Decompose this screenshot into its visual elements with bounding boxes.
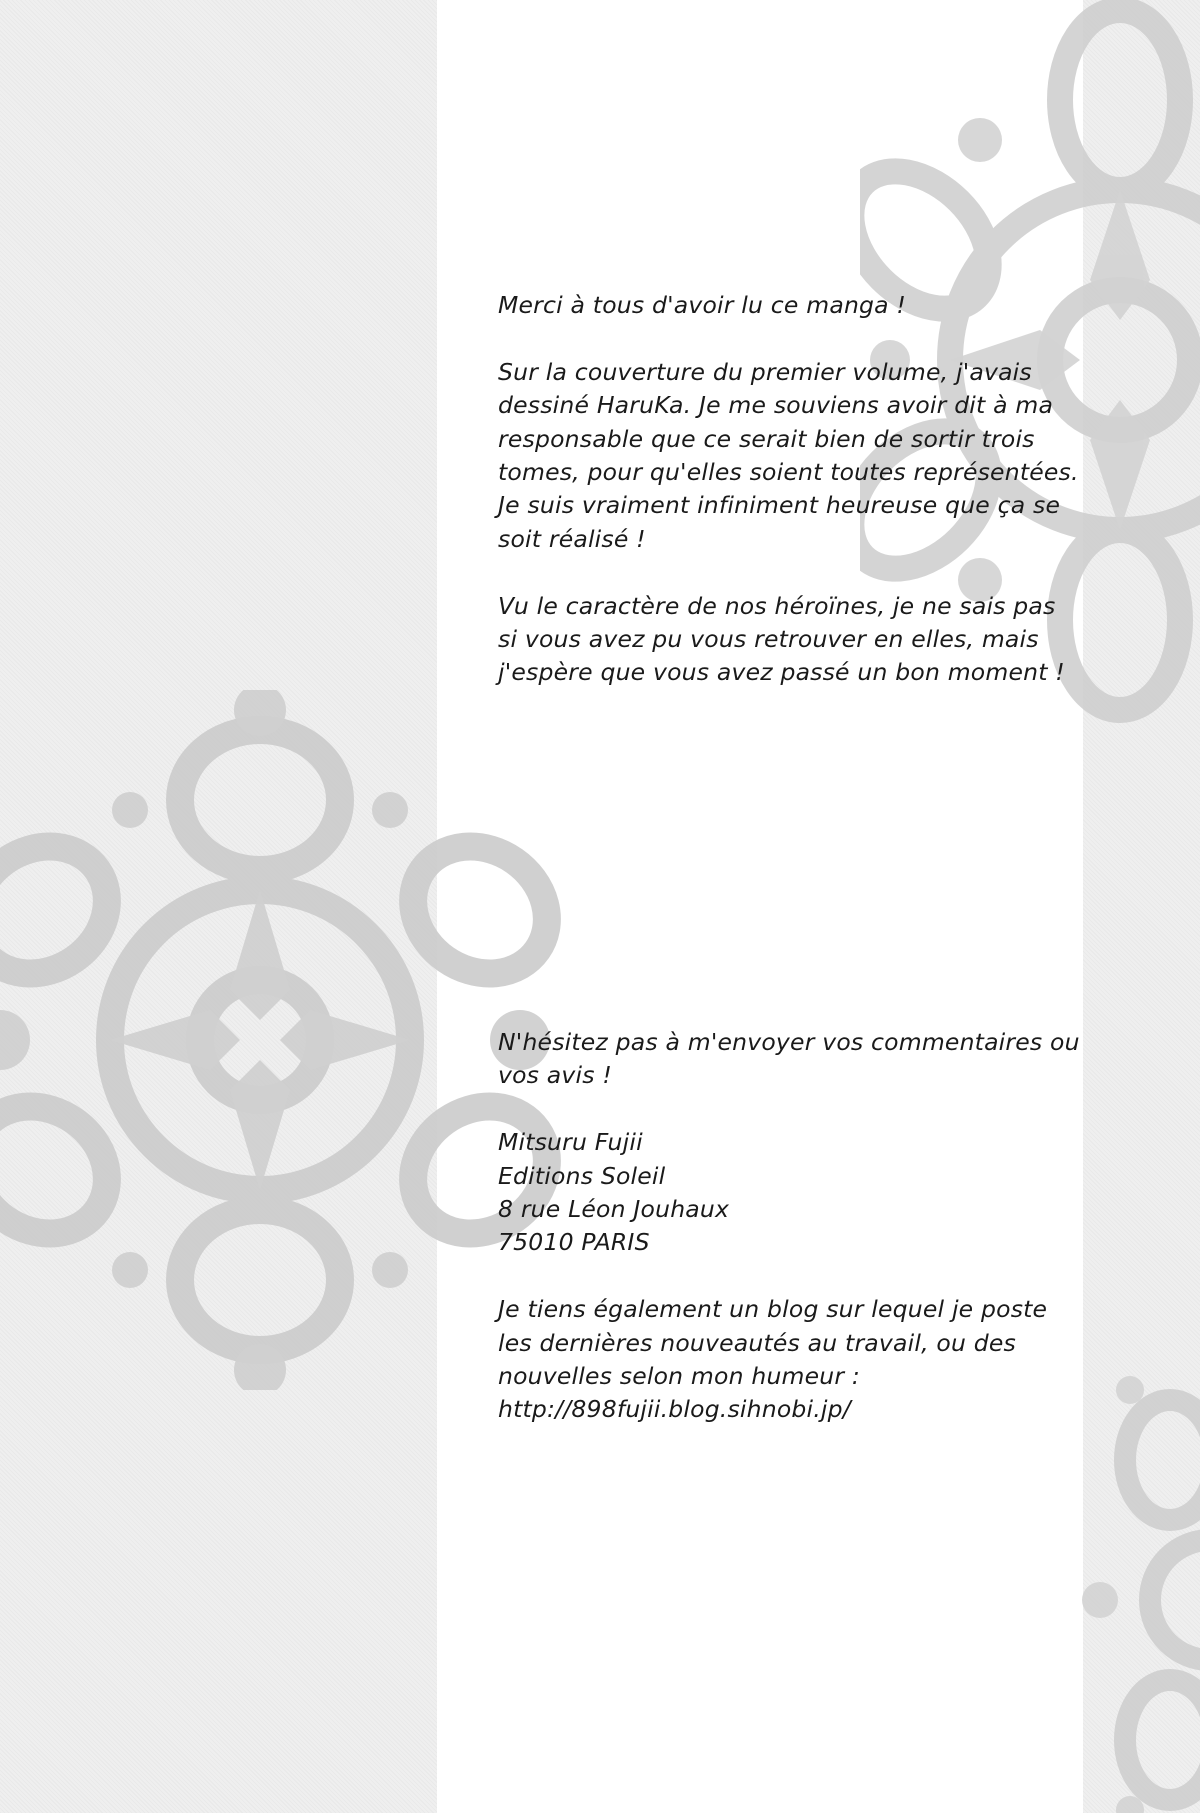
city-postcode: 75010 PARIS bbox=[498, 1228, 650, 1257]
blog-paragraph bbox=[498, 1293, 1048, 1427]
author-name: Mitsuru Fujii bbox=[498, 1128, 643, 1157]
invitation-paragraph bbox=[498, 1026, 1080, 1093]
postal-address bbox=[498, 1126, 1038, 1260]
afterword-message bbox=[498, 289, 1079, 690]
text-line: si vous avez pu vous retrouver en elles, mais bbox=[498, 625, 1039, 654]
contact-section bbox=[498, 1026, 1080, 1427]
text-line: vos avis ! bbox=[498, 1061, 612, 1090]
text-line: dessiné HaruKa. Je me souviens avoir dit à ma bbox=[498, 391, 1054, 420]
blog-url: http://898fujii.blog.sihnobi.jp/ bbox=[498, 1395, 851, 1424]
thanks-line bbox=[498, 289, 1038, 322]
text-line: Je suis vraiment infiniment heureuse que ça se bbox=[498, 491, 1061, 520]
text-line: Je tiens également un blog sur lequel je poste bbox=[498, 1295, 1048, 1324]
text-line: responsable que ce serait bien de sortir trois bbox=[498, 424, 1035, 453]
street-address: 8 rue Léon Jouhaux bbox=[498, 1195, 730, 1224]
text-line: Vu le caractère de nos héroïnes, je ne sais pas bbox=[498, 591, 1056, 620]
text-line: nouvelles selon mon humeur : bbox=[498, 1362, 861, 1391]
text-line: les dernières nouveautés au travail, ou des bbox=[498, 1328, 1016, 1357]
text-line: soit réalisé ! bbox=[498, 524, 646, 553]
text-line: Merci à tous d'avoir lu ce manga ! bbox=[498, 291, 907, 319]
text-line: N'hésitez pas à m'envoyer vos commentaires ou bbox=[498, 1028, 1080, 1056]
snowflake-ornament-bottom-right bbox=[1060, 1370, 1200, 1813]
publisher-name: Editions Soleil bbox=[498, 1161, 666, 1190]
cover-paragraph bbox=[498, 356, 1079, 556]
text-line: j'espère que vous avez passé un bon moment ! bbox=[498, 658, 1065, 687]
heroines-paragraph bbox=[498, 590, 1065, 690]
text-line: tomes, pour qu'elles soient toutes représentées. bbox=[498, 458, 1079, 487]
text-line: Sur la couverture du premier volume, j'avais bbox=[498, 357, 1032, 386]
